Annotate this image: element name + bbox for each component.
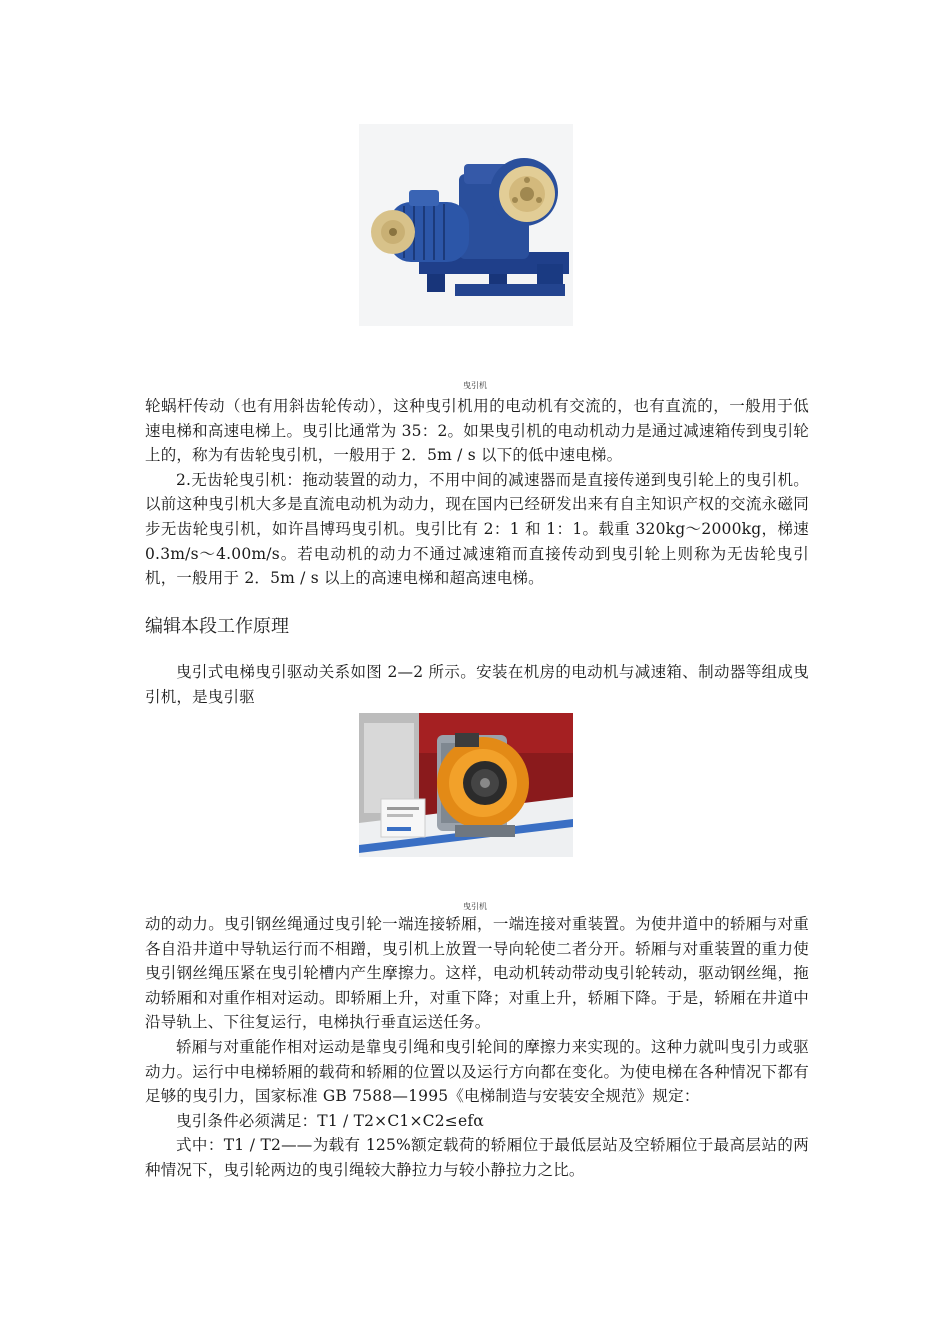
text-block-1 bbox=[145, 394, 809, 591]
paragraph: 曳引条件必须满足：T1 / T2×C1×C2≤efα bbox=[176, 1111, 484, 1130]
text-block-2 bbox=[145, 660, 809, 709]
traction-machine-photo-1 bbox=[359, 124, 573, 326]
text-block-3 bbox=[145, 912, 809, 1183]
traction-machine-photo-2 bbox=[359, 713, 573, 857]
paragraph: 式中：T1 / T2——为载有 125%额定载荷的轿厢位于最低层站及空轿厢位于最高层站的两种情况下，曳引轮两边的曳引绳较大静拉力与较小静拉力之比。 bbox=[145, 1136, 809, 1179]
paragraph: 轿厢与对重能作相对运动是靠曳引绳和曳引轮间的摩擦力来实现的。这种力就叫曳引力或驱动力。运行中电梯轿厢的载荷和轿厢的位置以及运行方向都在变化。为使电梯在各种情况下都有足够的曳引力，国家标准 GB 7588—1995《电梯制造与安装安全规范》规定： bbox=[145, 1037, 809, 1106]
section-heading: 编辑本段工作原理 bbox=[145, 616, 289, 637]
figure-2-caption: 曳引机 bbox=[463, 902, 487, 911]
geared-traction-machine-image bbox=[359, 124, 573, 326]
paragraph: 2.无齿轮曳引机：拖动装置的动力，不用中间的减速器而是直接传递到曳引轮上的曳引机。以前这种曳引机大多是直流电动机为动力，现在国内已经研发出来有自主知识产权的交流永磁同步无齿轮曳引机，如许昌博玛曳引机。曳引比有 2：1 和 1：1。载重 320kg～2000kg，梯速 0.3m/s～4.00m/s。若电动机的动力不通过减速箱而直接传动到曳引轮上则称为无齿轮曳引机，一般用于 2．5m / s 以上的高速电梯和超高速电梯。 bbox=[145, 470, 809, 588]
paragraph: 曳引式电梯曳引驱动关系如图 2—2 所示。安装在机房的电动机与减速箱、制动器等组成曳引机，是曳引驱 bbox=[145, 663, 809, 706]
paragraph: 动的动力。曳引钢丝绳通过曳引轮一端连接轿厢，一端连接对重装置。为使井道中的轿厢与对重各自沿井道中导轨运行而不相蹭，曳引机上放置一导向轮使二者分开。轿厢与对重装置的重力使曳引钢丝绳压紧在曳引轮槽内产生摩擦力。这样，电动机转动带动曳引轮转动，驱动钢丝绳，拖动轿厢和对重作相对运动。即轿厢上升，对重下降；对重上升，轿厢下降。于是，轿厢在井道中沿导轨上、下往复运行，电梯执行垂直运送任务。 bbox=[145, 915, 809, 1032]
paragraph: 轮蜗杆传动（也有用斜齿轮传动），这种曳引机用的电动机有交流的，也有直流的，一般用于低速电梯和高速电梯上。曳引比通常为 35：2。如果曳引机的电动机动力是通过减速箱传到曳引轮上的，称为有齿轮曳引机，一般用于 2．5m / s 以下的低中速电梯。 bbox=[145, 397, 809, 465]
gearless-traction-machine-image bbox=[359, 713, 573, 857]
figure-1-caption: 曳引机 bbox=[463, 381, 487, 390]
